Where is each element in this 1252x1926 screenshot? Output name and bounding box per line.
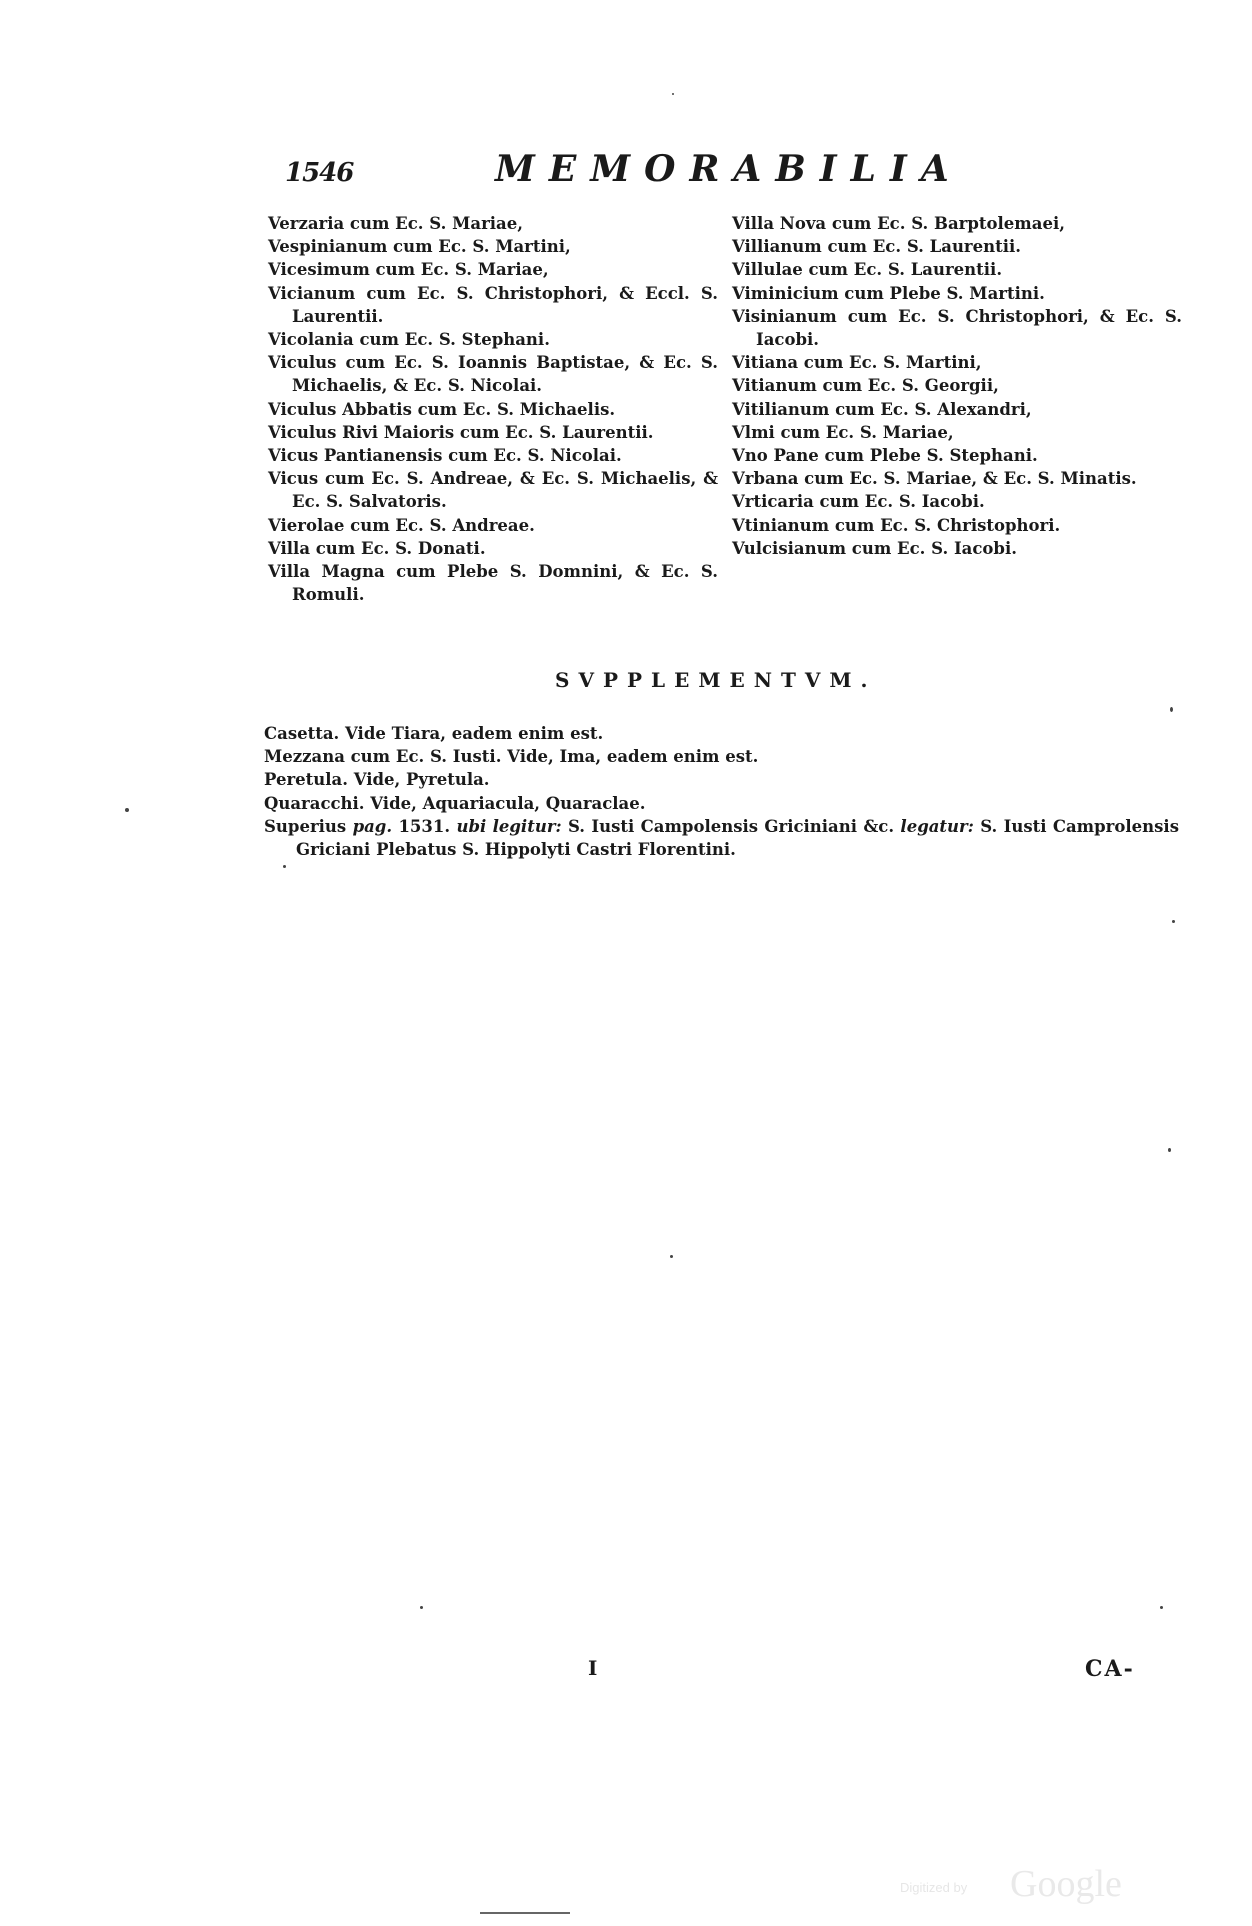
list-item: Vrbana cum Ec. S. Mariae, & Ec. S. Minatis. (732, 469, 1137, 489)
watermark-small-text: Digitized by (900, 1880, 968, 1895)
page-number: 1546 (285, 158, 354, 188)
list-item: Villulae cum Ec. S. Laurentii. (732, 260, 1003, 280)
print-speck (672, 93, 674, 95)
page-header (285, 148, 963, 198)
print-speck (1170, 707, 1173, 712)
list-item: Vicus cum Ec. S. Andreae, & Ec. S. Michaelis, & Ec. S. Salvatoris. (268, 469, 718, 512)
signature-mark: I (588, 1656, 598, 1680)
list-item: Vrticaria cum Ec. S. Iacobi. (732, 492, 985, 512)
list-item: Vitiana cum Ec. S. Martini, (732, 353, 982, 373)
left-column (268, 212, 718, 606)
list-item: Villa Magna cum Plebe S. Domnini, & Ec. S. Romuli. (268, 562, 718, 605)
print-speck (1172, 920, 1175, 923)
list-item: Vicolania cum Ec. S. Stephani. (268, 330, 550, 350)
correction-legatur: legatur: (900, 816, 974, 836)
list-item: Viculus Rivi Maioris cum Ec. S. Laurentii. (268, 422, 654, 442)
correction-ubi-legitur: ubi legitur: (456, 816, 562, 836)
catchword: CA- (1085, 1656, 1135, 1682)
list-item: Visinianum cum Ec. S. Christophori, & Ec. S. Iacobi. (732, 306, 1182, 350)
list-item: Vicus Pantianensis cum Ec. S. Nicolai. (268, 446, 622, 466)
list-item: Vicianum cum Ec. S. Christophori, & Eccl. S. Laurentii. (268, 283, 718, 326)
list-item: Villa cum Ec. S. Donati. (268, 538, 486, 558)
list-item: Viminicium cum Plebe S. Martini. (732, 283, 1045, 303)
list-item: Vtinianum cum Ec. S. Christophori. (732, 515, 1061, 535)
list-item: Vulcisianum cum Ec. S. Iacobi. (732, 538, 1017, 558)
list-item: Villianum cum Ec. S. Laurentii. (732, 237, 1022, 257)
section-title: SVPPLEMENTVM. (555, 668, 877, 692)
correction-original: S. Iusti Campolensis Griciniani &c. (567, 816, 895, 836)
list-item: Vno Pane cum Plebe S. Stephani. (732, 446, 1038, 466)
correction-pag: pag. (352, 816, 393, 836)
list-item: Vitilianum cum Ec. S. Alexandri, (732, 399, 1032, 419)
list-item: Viculus Abbatis cum Ec. S. Michaelis. (268, 399, 616, 419)
list-item: Vierolae cum Ec. S. Andreae. (268, 515, 535, 535)
list-item: Vespinianum cum Ec. S. Martini, (268, 237, 571, 257)
list-item: Villa Nova cum Ec. S. Barptolemaei, (732, 214, 1065, 233)
print-speck (283, 865, 286, 868)
list-item: Vitianum cum Ec. S. Georgii, (732, 376, 999, 396)
right-column (732, 212, 1182, 560)
print-speck (420, 1606, 423, 1609)
watermark-logo-text: Google (1010, 1863, 1122, 1905)
print-speck (125, 808, 129, 812)
list-item: Viculus cum Ec. S. Ioannis Baptistae, & Ec. S. Michaelis, & Ec. S. Nicolai. (268, 353, 718, 396)
supplement-entry: Mezzana cum Ec. S. Iusti. Vide, Ima, eadem enim est. (264, 747, 759, 767)
print-speck (1168, 1148, 1171, 1152)
bottom-rule (480, 1912, 570, 1914)
list-item: Vicesimum cum Ec. S. Mariae, (268, 260, 549, 280)
supplement-entry: Quaracchi. Vide, Aquariacula, Quaraclae. (264, 793, 646, 813)
supplement-entry: Peretula. Vide, Pyretula. (264, 770, 490, 790)
list-item: Verzaria cum Ec. S. Mariae, (268, 214, 523, 233)
print-speck (1160, 1606, 1163, 1609)
running-title: MEMORABILIA (495, 148, 963, 190)
supplement-section (264, 722, 1179, 861)
list-item: Vlmi cum Ec. S. Mariae, (732, 422, 954, 442)
print-speck (670, 1255, 673, 1258)
digitization-watermark (900, 1862, 1150, 1905)
supplement-entry-correction (264, 815, 1179, 861)
correction-page-ref: 1531. (398, 816, 451, 836)
correction-amended: S. Iusti Camprolensis Griciani Plebatus S. Hippolyti Castri Florentini. (296, 816, 1179, 860)
supplement-entry: Casetta. Vide Tiara, eadem enim est. (264, 724, 604, 743)
correction-lead: Superius (264, 816, 347, 836)
